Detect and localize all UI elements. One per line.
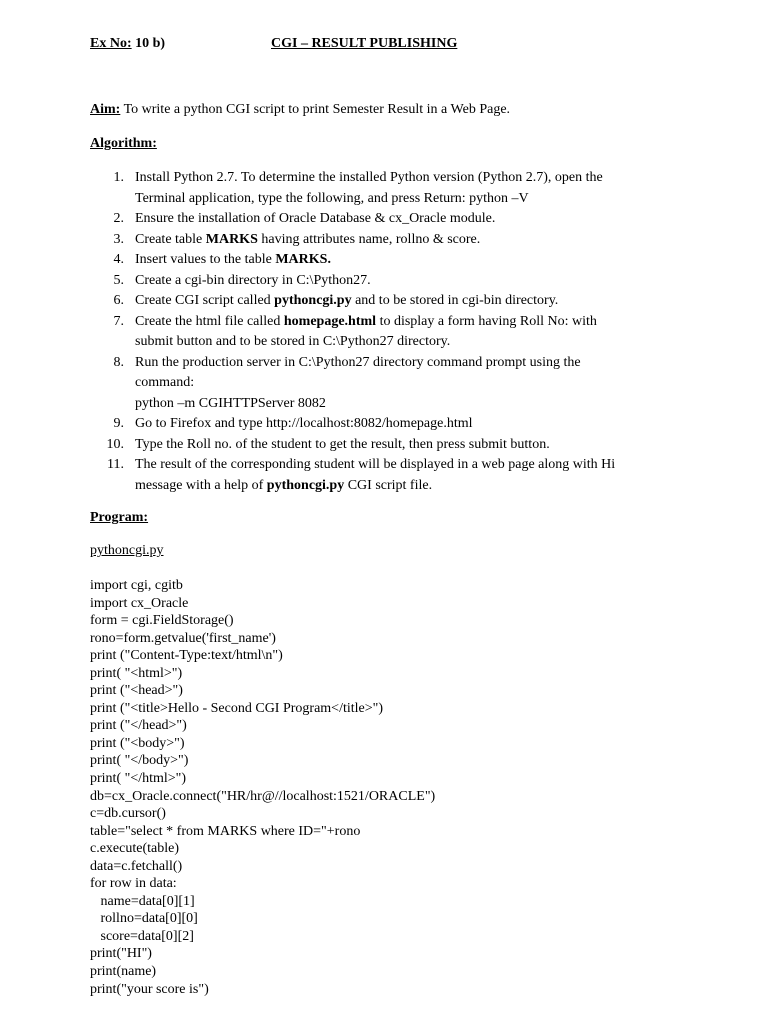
- code-line: print( "</html>"): [90, 771, 187, 787]
- step-line: [135, 414, 670, 435]
- code-line: print ("Content-Type:text/html\n"): [90, 648, 283, 664]
- code-line: c=db.cursor(): [90, 806, 166, 822]
- step-text: and to be stored in cgi-bin directory.: [351, 293, 559, 308]
- step-text: Install Python 2.7. To determine the installed Python version (Python 2.7), open the: [135, 170, 603, 185]
- step-text: CGI script file.: [344, 477, 433, 493]
- step-text: having attributes name, rollno & score.: [257, 231, 481, 247]
- algorithm-steps: [90, 168, 670, 496]
- step-bold-text: MARKS: [205, 231, 258, 247]
- step-text: Create CGI script called: [135, 293, 275, 308]
- algorithm-step: [90, 168, 670, 209]
- step-line: [135, 373, 670, 394]
- step-text: Create a cgi-bin directory in C:\Python27.: [135, 272, 371, 288]
- algorithm-step: [90, 291, 670, 312]
- step-number: 6.: [113, 293, 124, 308]
- step-number: 11.: [107, 457, 124, 472]
- code-line: c.execute(table): [90, 841, 179, 857]
- step-number: 10.: [106, 436, 124, 452]
- code-line: data=c.fetchall(): [90, 858, 183, 874]
- algorithm-step: [90, 312, 670, 353]
- code-line: db=cx_Oracle.connect("HR/hr@//localhost:1521/ORACLE"): [90, 788, 436, 804]
- aim-label: Aim:: [90, 102, 121, 117]
- code-line: name=data[0][1]: [90, 893, 195, 909]
- step-text: Go to Firefox and type http://localhost:8082/homepage.html: [135, 416, 473, 431]
- step-number: 1.: [113, 170, 124, 185]
- code-line: import cgi, cgitb: [90, 578, 183, 593]
- step-line: [135, 230, 670, 251]
- step-number: 8.: [113, 354, 124, 370]
- step-line: [135, 353, 670, 374]
- step-number: 9.: [113, 416, 124, 431]
- exercise-number: [90, 36, 165, 52]
- step-text: message with a help of: [135, 477, 267, 493]
- step-number: 2.: [113, 211, 124, 226]
- code-line: rollno=data[0][0]: [90, 911, 198, 927]
- step-text: Run the production server in C:\Python27 directory command prompt using the: [135, 354, 581, 370]
- algorithm-step: [90, 455, 670, 496]
- step-line: [135, 394, 670, 415]
- step-line: [135, 291, 670, 312]
- algorithm-step: [90, 209, 670, 230]
- step-line: [135, 332, 670, 353]
- aim-text: To write a python CGI script to print Semester Result in a Web Page.: [120, 102, 511, 117]
- code-line: score=data[0][2]: [90, 928, 194, 944]
- code-block: [90, 577, 435, 998]
- step-number: 4.: [113, 252, 124, 267]
- step-text: Type the Roll no. of the student to get the result, then press submit button.: [135, 436, 550, 452]
- algorithm-step: [90, 414, 670, 435]
- step-bold-text: homepage.html: [283, 313, 377, 329]
- algorithm-step: [90, 230, 670, 251]
- code-line: print ("<body>"): [90, 735, 185, 751]
- exercise-number-value: 10 b): [131, 36, 166, 51]
- step-text: command:: [135, 375, 195, 390]
- step-number: 3.: [113, 231, 124, 247]
- step-text: Ensure the installation of Oracle Database & cx_Oracle module.: [135, 211, 496, 226]
- code-line: print ("</head>"): [90, 718, 187, 734]
- algorithm-step: [90, 250, 670, 271]
- step-line: [135, 271, 670, 292]
- step-line: [135, 250, 670, 271]
- step-number: 5.: [113, 272, 124, 288]
- code-line: form = cgi.FieldStorage(): [90, 613, 234, 629]
- step-line: [135, 168, 670, 189]
- code-line: print("HI"): [90, 946, 152, 962]
- step-line: [135, 209, 670, 230]
- step-text: python –m CGIHTTPServer 8082: [135, 395, 326, 411]
- code-line: print( "</body>"): [90, 753, 189, 769]
- program-heading: Program:: [90, 510, 149, 525]
- step-line: [135, 435, 670, 456]
- code-line: print ("<head>"): [90, 683, 183, 699]
- program-filename: pythoncgi.py: [90, 543, 164, 558]
- step-text: Insert values to the table: [135, 252, 276, 267]
- step-number: 7.: [113, 313, 124, 329]
- step-text: Terminal application, type the following, and press Return: python –V: [135, 190, 529, 206]
- step-bold-text: pythoncgi.py: [266, 477, 345, 493]
- code-line: rono=form.getvalue('first_name'): [90, 630, 276, 646]
- aim-paragraph: [90, 102, 510, 118]
- code-line: print ("<title>Hello - Second CGI Program</title>"): [90, 700, 384, 716]
- code-line: for row in data:: [90, 876, 177, 892]
- step-text: Create the html file called: [135, 313, 284, 329]
- step-text: Create table: [135, 231, 206, 247]
- step-text: submit button and to be stored in C:\Python27 directory.: [135, 334, 451, 349]
- code-line: print("your score is"): [90, 981, 209, 997]
- step-line: [135, 312, 670, 333]
- algorithm-step: [90, 271, 670, 292]
- code-line: print( "<html>"): [90, 665, 183, 681]
- step-line: [135, 189, 670, 210]
- step-bold-text: MARKS.: [275, 252, 331, 267]
- step-text: to display a form having Roll No: with: [376, 313, 597, 329]
- algorithm-heading: Algorithm:: [90, 136, 157, 151]
- step-line: [135, 455, 670, 476]
- step-bold-text: pythoncgi.py: [274, 293, 352, 308]
- code-line: print(name): [90, 964, 157, 980]
- algorithm-step: [90, 435, 670, 456]
- code-line: import cx_Oracle: [90, 595, 189, 611]
- document-header: [90, 36, 710, 56]
- step-line: [135, 476, 670, 497]
- step-text: The result of the corresponding student will be displayed in a web page along with Hi: [135, 457, 616, 472]
- code-line: table="select * from MARKS where ID="+rono: [90, 823, 361, 839]
- exercise-number-label: Ex No:: [90, 36, 132, 51]
- document-title: CGI – RESULT PUBLISHING: [271, 36, 458, 51]
- algorithm-step: [90, 353, 670, 415]
